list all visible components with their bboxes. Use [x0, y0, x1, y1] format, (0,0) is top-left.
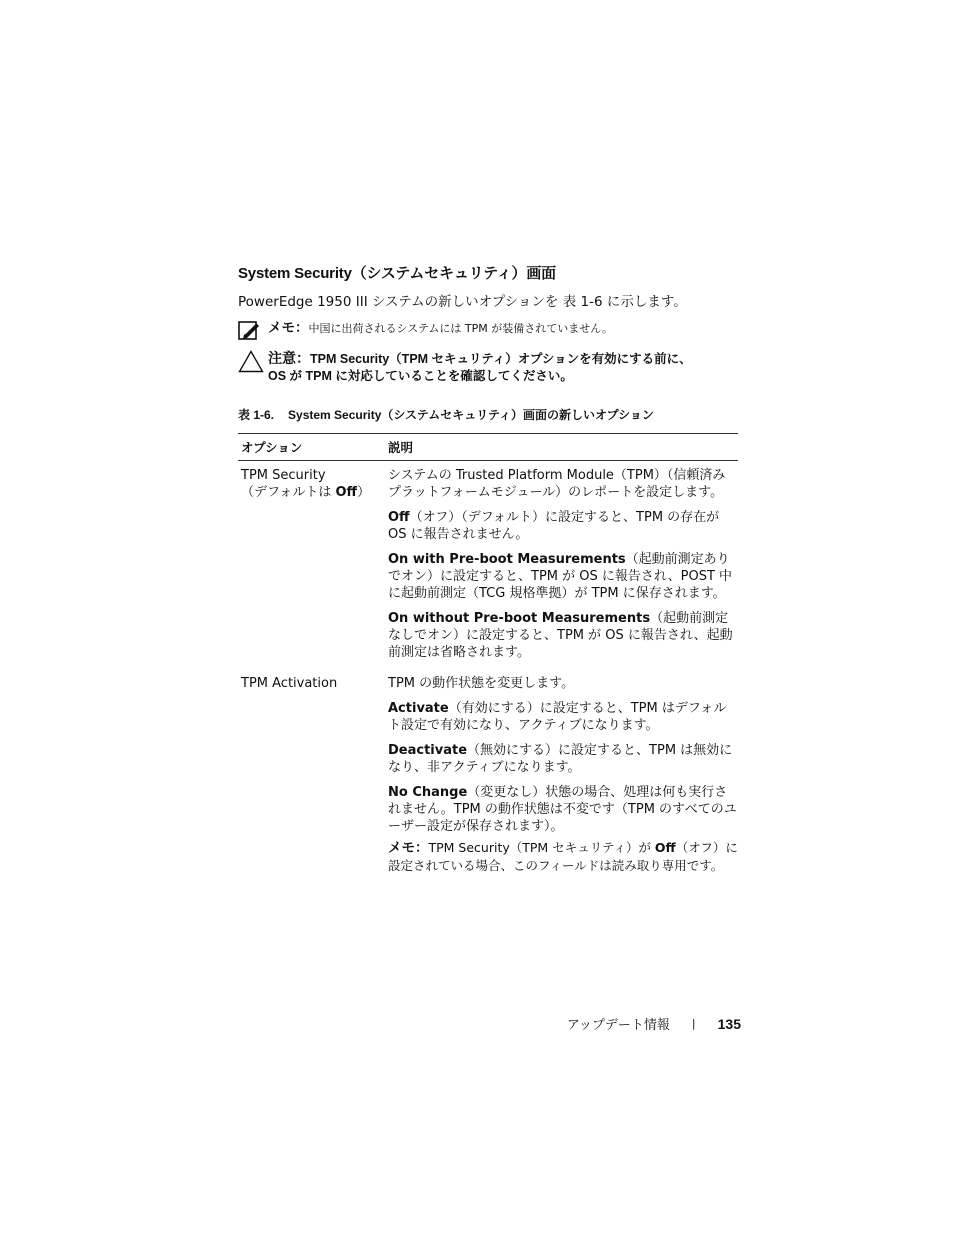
desc-text: TPM の動作状態を変更します。 [388, 676, 575, 691]
option-default [241, 484, 388, 501]
footer-separator: | [691, 1017, 696, 1030]
note-pencil-icon [238, 320, 268, 344]
description-paragraph [388, 700, 738, 734]
desc-term: Activate [388, 701, 449, 716]
description-paragraph [388, 675, 738, 692]
note-block [238, 320, 738, 344]
option-cell [238, 675, 388, 874]
inline-note-label: メモ： [388, 840, 429, 856]
caution-line1: TPM Security（TPM セキュリティ）オプションを有効にする前に、 [310, 352, 692, 366]
page-footer [567, 1014, 741, 1033]
description-paragraph [388, 784, 738, 835]
caution-label: 注意： [268, 350, 310, 366]
option-cell [238, 467, 388, 669]
desc-text: （起動前測定ありでオン）に設定すると、TPM が OS に報告され、POST 中に起動前測定（TCG 規格準拠）が TPM に保存されます。 [388, 552, 733, 601]
description-paragraph [388, 509, 738, 543]
inline-note [388, 839, 738, 874]
table-caption-text: System Security（システムセキュリティ）画面の新しいオプション [288, 408, 654, 422]
inline-note-text-pre: TPM Security（TPM セキュリティ）が [428, 840, 655, 855]
table-caption [238, 406, 738, 423]
table-header-row [238, 434, 738, 461]
option-default-pre: （デフォルトは [241, 485, 336, 500]
desc-text: システムの Trusted Platform Module（TPM）（信頼済みプラットフォームモジュール）のレポートを設定します。 [388, 468, 726, 500]
desc-term: Off [388, 510, 410, 525]
footer-section-name: アップデート情報 [566, 1018, 670, 1033]
option-name: TPM Security [241, 468, 326, 483]
description-paragraph [388, 467, 738, 501]
table-row [238, 461, 738, 669]
desc-term: Deactivate [388, 743, 468, 758]
inline-note-text-post: （オフ）に設定されている場合、このフィールドは読み取り専用です。 [388, 840, 738, 873]
description-paragraph [388, 610, 738, 661]
caution-triangle-icon [238, 350, 268, 377]
description-cell [388, 675, 738, 874]
option-default-post: ） [357, 485, 371, 500]
section-title: System Security（システムセキュリティ）画面 [238, 265, 556, 282]
note-label: メモ： [268, 320, 309, 336]
desc-term: On without Pre-boot Measurements [388, 611, 651, 626]
header-description: 説明 [388, 440, 414, 455]
page-number: 135 [717, 1015, 741, 1032]
description-cell [388, 467, 738, 669]
desc-text: （変更なし）状態の場合、処理は何も実行されません。TPM の動作状態は不変です（TPM のすべてのユーザー設定が保存されます）。 [388, 785, 737, 834]
inline-note-value: Off [654, 840, 676, 855]
option-default-value: Off [335, 485, 358, 500]
desc-text: （オフ）（デフォルト）に設定すると、TPM の存在が OS に報告されません。 [388, 510, 720, 542]
header-option: オプション [241, 440, 303, 455]
document-page [238, 262, 738, 874]
caution-block [238, 350, 738, 385]
description-paragraph [388, 551, 738, 602]
table-number: 表 1-6. [238, 408, 275, 422]
desc-term: On with Pre-boot Measurements [388, 552, 626, 567]
desc-text: （起動前測定なしでオン）に設定すると、TPM が OS に報告され、起動前測定は省略されます。 [388, 611, 733, 660]
option-name: TPM Activation [241, 676, 338, 691]
table-row [238, 669, 738, 874]
desc-term: No Change [388, 785, 468, 800]
section-intro: PowerEdge 1950 III システムの新しいオプションを 表 1-6 に示します。 [238, 294, 687, 310]
desc-text: （有効にする）に設定すると、TPM はデフォルト設定で有効になり、アクティブになります。 [388, 701, 727, 733]
desc-text: （無効にする）に設定すると、TPM は無効になり、非アクティブになります。 [388, 743, 733, 775]
caution-line2: OS が TPM に対応していることを確認してください。 [268, 369, 573, 383]
note-text: 中国に出荷されるシステムには TPM が装備されていません。 [308, 322, 613, 335]
description-paragraph [388, 742, 738, 776]
